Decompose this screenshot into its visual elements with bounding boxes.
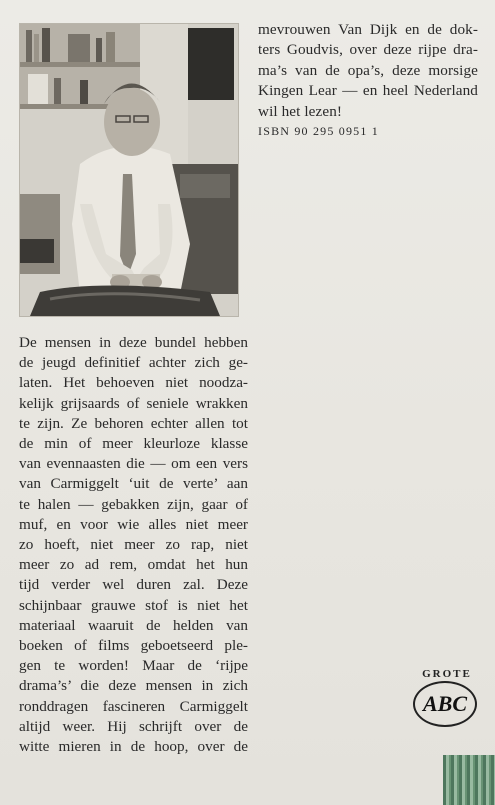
author-photo (19, 23, 239, 317)
blurb-line: te zijn. Ze behoren echter allen tot (19, 414, 248, 432)
blurb-line: zo hoeft, niet meer zo rap, niet (19, 536, 248, 554)
blurb-line: laten. Het behoeven niet noodza- (19, 374, 248, 392)
blurb-line: de min of meer kleurloze klasse (19, 435, 248, 453)
blurb-line: witte mieren in de hoop, over de (19, 738, 248, 756)
blurb-line: ma’s van de opa’s, deze morsige (258, 61, 478, 79)
logo-center-text: ABC (422, 691, 468, 716)
continued-blurb (258, 20, 478, 122)
blurb-line: De mensen in deze bundel hebben (19, 334, 248, 351)
blurb-line: gen te worden! Maar de ‘rijpe (19, 657, 248, 675)
blurb-line: materiaal waaruit de helden van (19, 616, 248, 634)
blurb-line: ronddragen fascineren Carmiggelt (19, 697, 248, 715)
isbn-number: ISBN 90 295 0951 1 (258, 124, 379, 138)
blurb-line: van evennaasten die — om een vers (19, 455, 248, 473)
blurb-line: kelijk grijsaards of seniele wrakken (19, 394, 248, 412)
logo-emblem (413, 681, 477, 727)
blurb-text (19, 333, 248, 757)
blurb-line: van Carmiggelt ‘uit de verte’ aan (19, 475, 248, 493)
blurb-line: Kingen Lear — en heel Nederland (258, 82, 478, 100)
blurb-line: schijnbaar grauwe stof is niet het (19, 596, 248, 614)
blurb-line: ters Goudvis, over deze rijpe dra- (258, 41, 478, 59)
blurb-line: wil het lezen! (258, 102, 343, 120)
blurb-line: te halen — gebakken zijn, gaar of (19, 495, 248, 513)
barcode-sticker (443, 755, 495, 805)
grote-abc-logo (407, 668, 487, 730)
author-photo-image (20, 24, 238, 316)
blurb-line: tijd verder wel duren zal. Deze (19, 576, 248, 594)
blurb-line: de jeugd definitief achter zich ge- (19, 354, 248, 372)
blurb-line: altijd weer. Hij schrijft over de (19, 717, 248, 735)
blurb-line: muf, en voor wie alles niet meer (19, 515, 248, 533)
blurb-line: drama’s’ die deze mensen in zich (19, 677, 248, 695)
logo-top-text: GROTE (422, 668, 472, 680)
blurb-line: meer zo ad rem, omdat het hun (19, 556, 248, 574)
blurb-line: mevrouwen Van Dijk en de dok- (258, 21, 478, 38)
blurb-line: boeken of films geboetseerd ple- (19, 637, 248, 655)
